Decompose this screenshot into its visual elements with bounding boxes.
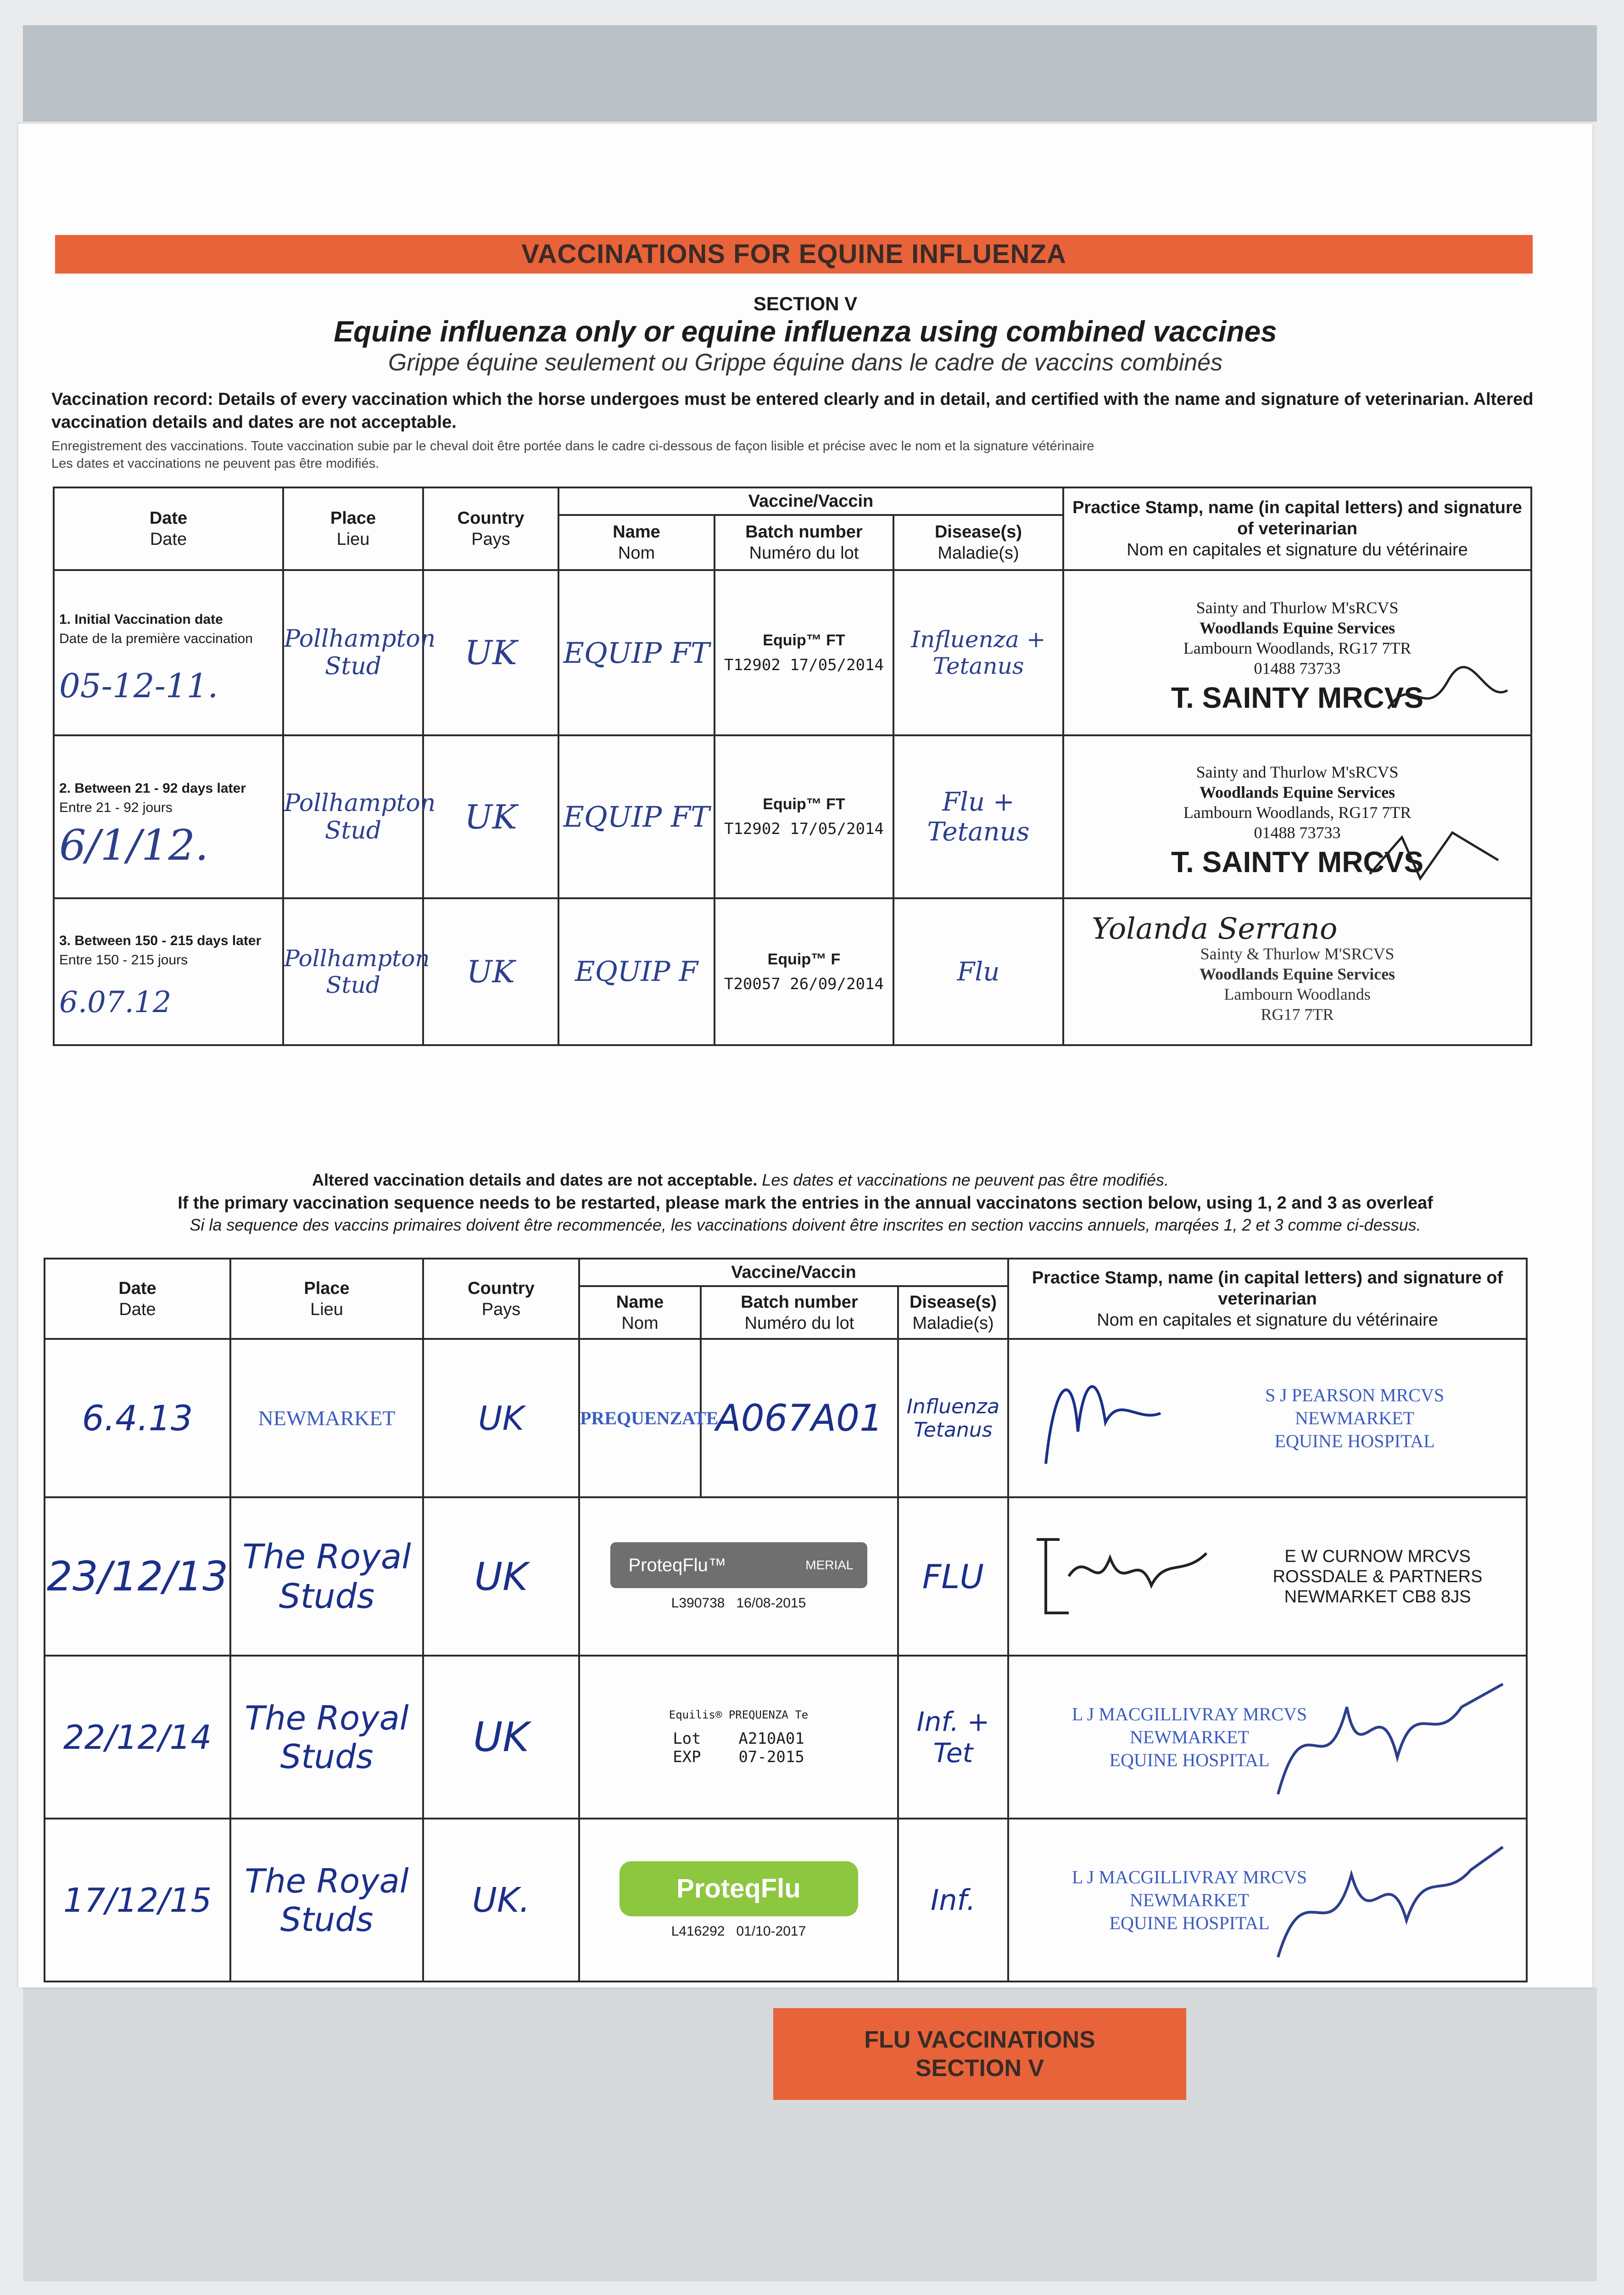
vet-signature <box>1384 663 1512 727</box>
col-name: Name Nom <box>579 1286 701 1339</box>
altered-note-fr: Les dates et vaccinations ne peuvent pas être modifiés. <box>762 1170 1169 1189</box>
col-practice-stamp: Practice Stamp, name (in capital letters) and signature of veterinarian Nom en capitales et signature du vétérinaire <box>1063 487 1531 570</box>
vet-signature <box>1365 823 1503 888</box>
vaccination-date: 6.07.12 <box>59 985 172 1019</box>
proteqflu-label <box>610 1542 867 1588</box>
col-place: Place Lieu <box>283 487 423 570</box>
country-value: UK <box>423 898 558 1045</box>
batch-number: A210A01 <box>738 1729 804 1748</box>
disease-value: Inf. <box>898 1819 1008 1982</box>
scan-top-band <box>23 25 1597 122</box>
practice-stamp <box>1063 570 1531 735</box>
vaccination-date: 17/12/15 <box>45 1819 230 1982</box>
page-title: Equine influenza only or equine influenza using combined vaccines <box>334 315 1277 348</box>
place-value: Pollhampton Stud <box>283 570 423 735</box>
primary-date-cell <box>54 898 283 1045</box>
label-brand: ProteqFlu™ <box>628 1555 726 1575</box>
country-value: UK. <box>423 1819 579 1982</box>
batch-brand: Equip™ FT <box>763 631 845 649</box>
stamp-line: Sainty and Thurlow M'sRCVS <box>1196 599 1399 617</box>
altered-note <box>312 1170 1169 1190</box>
annual-row <box>45 1819 1527 1982</box>
disease-value: Influenza + Tetanus <box>893 570 1063 735</box>
row-label-fr: Date de la première vaccination <box>59 631 253 646</box>
primary-row <box>54 898 1531 1045</box>
vet-name: T. SAINTY MRCVS <box>1171 681 1424 714</box>
vet-signature <box>1269 1829 1507 1966</box>
country-value: UK <box>423 1656 579 1819</box>
annual-row <box>45 1497 1527 1656</box>
stamp-line: RG17 7TR <box>1261 1005 1334 1024</box>
batch-expiry: 26/09/2014 <box>790 974 884 993</box>
page-title-fr: Grippe équine seulement ou Grippe équine dans le cadre de vaccins combinés <box>388 349 1223 376</box>
vaccination-date: 23/12/13 <box>45 1497 230 1656</box>
col-country: Country Pays <box>423 487 558 570</box>
batch-number: T20057 <box>724 974 781 993</box>
stamp-line: EQUINE HOSPITAL <box>1109 1912 1270 1933</box>
row-label: 1. Initial Vaccination date <box>59 612 223 627</box>
col-country: Country Pays <box>423 1259 579 1339</box>
vet-signature <box>1027 1358 1165 1473</box>
place-value: Pollhampton Stud <box>283 735 423 898</box>
vet-signature <box>1269 1666 1507 1803</box>
disease-value: Inf. + Tet <box>898 1656 1008 1819</box>
footer-tab <box>773 2008 1186 2100</box>
batch-label <box>714 735 893 898</box>
col-batch: Batch number Numéro du lot <box>714 515 893 570</box>
place-value: The Royal Studs <box>230 1819 423 1982</box>
primary-date-cell <box>54 570 283 735</box>
batch-label <box>714 898 893 1045</box>
place-value: The Royal Studs <box>230 1656 423 1819</box>
intro-fr-line1: Enregistrement des vaccinations. Toute vaccination subie par le cheval doit être portée dans le cadre ci-dessous de façon lisible et précise avec le nom et la signature vétérinaire <box>51 439 1094 453</box>
place-value: The Royal Studs <box>230 1497 423 1656</box>
disease-value: Influenza Tetanus <box>898 1339 1008 1497</box>
col-vaccine: Vaccine/Vaccin <box>558 487 1063 515</box>
stamp-line: Woodlands Equine Services <box>1199 965 1395 983</box>
col-practice-stamp: Practice Stamp, name (in capital letters) and signature of veterinarian Nom en capitales et signature du vétérinaire <box>1008 1259 1527 1339</box>
col-name: Name Nom <box>558 515 714 570</box>
vaccine-name: EQUIP F <box>558 898 714 1045</box>
stamp-line: S J PEARSON MRCVS <box>1265 1384 1445 1405</box>
col-batch: Batch number Numéro du lot <box>701 1286 898 1339</box>
batch-label <box>579 1819 898 1982</box>
stamp-line: ROSSDALE & PARTNERS <box>1272 1567 1483 1586</box>
primary-vaccination-table <box>53 487 1532 1046</box>
vaccination-date: 6.4.13 <box>45 1339 230 1497</box>
place-value: NEWMARKET <box>230 1339 423 1497</box>
altered-note-en: Altered vaccination details and dates are not acceptable. <box>312 1170 758 1189</box>
batch-number: A067A01 <box>701 1339 898 1497</box>
disease-value: FLU <box>898 1497 1008 1656</box>
stamp-line: EQUINE HOSPITAL <box>1274 1430 1435 1451</box>
section-banner: VACCINATIONS FOR EQUINE INFLUENZA <box>55 235 1533 274</box>
primary-row <box>54 570 1531 735</box>
label-brand: Equilis® PREQUENZA Te <box>669 1708 809 1721</box>
restart-note: If the primary vaccination sequence needs to be restarted, please mark the entries in the annual vaccinatons section below, using 1, 2 and 3 as overleaf <box>178 1193 1433 1213</box>
vaccine-name: EQUIP FT <box>558 570 714 735</box>
stamp-line: L J MACGILLIVRAY MRCVS <box>1072 1866 1307 1887</box>
batch-expiry: 17/05/2014 <box>790 655 884 674</box>
batch-expiry: 07-2015 <box>738 1747 804 1766</box>
vet-signature <box>1027 1521 1211 1622</box>
practice-stamp <box>1008 1819 1527 1982</box>
stamp-line: Sainty and Thurlow M'sRCVS <box>1196 762 1399 781</box>
batch-number: L390738 <box>671 1595 725 1611</box>
batch-brand: Equip™ FT <box>763 795 845 813</box>
vaccination-date: 22/12/14 <box>45 1656 230 1819</box>
batch-number: T12902 <box>724 820 781 838</box>
vet-signature-text: Yolanda Serrano <box>1092 912 1338 946</box>
place-value: Pollhampton Stud <box>283 898 423 1045</box>
disease-value: Flu + Tetanus <box>893 735 1063 898</box>
country-value: UK <box>423 735 558 898</box>
stamp-line: NEWMARKET CB8 8JS <box>1284 1587 1471 1606</box>
annual-vaccination-table <box>44 1258 1528 1982</box>
stamp-line: NEWMARKET <box>1130 1889 1249 1910</box>
col-disease: Disease(s) Maladie(s) <box>893 515 1063 570</box>
batch-label <box>714 570 893 735</box>
row-label: 2. Between 21 - 92 days later <box>59 780 246 796</box>
vaccine-name: PREQUENZATE <box>579 1339 701 1497</box>
passport-page <box>18 124 1592 2082</box>
col-place: Place Lieu <box>230 1259 423 1339</box>
stamp-line: Lambourn Woodlands <box>1224 985 1371 1003</box>
footer-line1: FLU VACCINATIONS <box>864 2026 1095 2053</box>
exp-label: EXP <box>673 1747 701 1766</box>
stamp-line: Woodlands Equine Services <box>1199 783 1395 801</box>
stamp-line: Lambourn Woodlands, RG17 7TR <box>1183 639 1412 657</box>
vaccination-date: 6/1/12. <box>59 820 209 870</box>
country-value: UK <box>423 1497 579 1656</box>
batch-number: L416292 <box>671 1923 725 1939</box>
practice-stamp <box>1008 1339 1527 1497</box>
intro-text-fr <box>51 437 1566 472</box>
practice-stamp <box>1008 1656 1527 1819</box>
proteqflu-label: ProteqFlu <box>619 1861 858 1916</box>
annual-row <box>45 1656 1527 1819</box>
country-value: UK <box>423 570 558 735</box>
section-number: SECTION V <box>753 293 858 314</box>
footer-line2: SECTION V <box>915 2055 1044 2082</box>
primary-date-cell <box>54 735 283 898</box>
vaccination-date: 05-12-11. <box>59 666 218 705</box>
annual-row <box>45 1339 1527 1497</box>
stamp-line: EQUINE HOSPITAL <box>1109 1749 1270 1770</box>
stamp-line: NEWMARKET <box>1130 1726 1249 1747</box>
stamp-line: Sainty & Thurlow M'SRCVS <box>1200 945 1395 963</box>
batch-expiry: 17/05/2014 <box>790 820 884 838</box>
lot-label: Lot <box>673 1729 701 1748</box>
batch-brand: Equip™ F <box>767 950 841 968</box>
restart-note-fr: Si la sequence des vaccins primaires doivent être recommencée, les vaccinations doivent être inscrites en section vaccins annuels, marqées 1, 2 et 3 comme ci-dessus. <box>190 1215 1421 1234</box>
vaccine-name: EQUIP FT <box>558 735 714 898</box>
batch-number: T12902 <box>724 655 781 674</box>
disease-value: Flu <box>893 898 1063 1045</box>
batch-expiry: 01/10-2017 <box>736 1923 806 1939</box>
vet-name: T. SAINTY MRCVS <box>1171 845 1424 879</box>
batch-label <box>579 1656 898 1819</box>
stamp-line: E W CURNOW MRCVS <box>1284 1546 1471 1566</box>
batch-label <box>579 1497 898 1656</box>
practice-stamp <box>1063 898 1531 1045</box>
country-value: UK <box>423 1339 579 1497</box>
practice-stamp <box>1063 735 1531 898</box>
intro-fr-line2: Les dates et vaccinations ne peuvent pas être modifiés. <box>51 456 379 471</box>
stamp-line: 01488 73733 <box>1254 823 1341 842</box>
stamp-line: 01488 73733 <box>1254 659 1341 677</box>
intro-text: Vaccination record: Details of every vaccination which the horse undergoes must be entered clearly and in detail, and certified with the name and signature of veterinarian. Altered vaccination details and dates are not acceptable. <box>51 390 1534 432</box>
stamp-line: NEWMARKET <box>1295 1407 1414 1428</box>
col-disease: Disease(s) Maladie(s) <box>898 1286 1008 1339</box>
col-date: Date Date <box>45 1259 230 1339</box>
stamp-line: L J MACGILLIVRAY MRCVS <box>1072 1703 1307 1724</box>
row-label-fr: Entre 21 - 92 jours <box>59 800 173 815</box>
stamp-line: Lambourn Woodlands, RG17 7TR <box>1183 803 1412 822</box>
primary-row <box>54 735 1531 898</box>
label-maker: MERIAL <box>805 1557 854 1572</box>
batch-expiry: 16/08-2015 <box>736 1595 806 1611</box>
practice-stamp <box>1008 1497 1527 1656</box>
row-label-fr: Entre 150 - 215 jours <box>59 952 188 968</box>
col-vaccine: Vaccine/Vaccin <box>579 1259 1008 1286</box>
row-label: 3. Between 150 - 215 days later <box>59 933 262 948</box>
stamp-line: Woodlands Equine Services <box>1199 619 1395 637</box>
col-date: Date Date <box>54 487 283 570</box>
